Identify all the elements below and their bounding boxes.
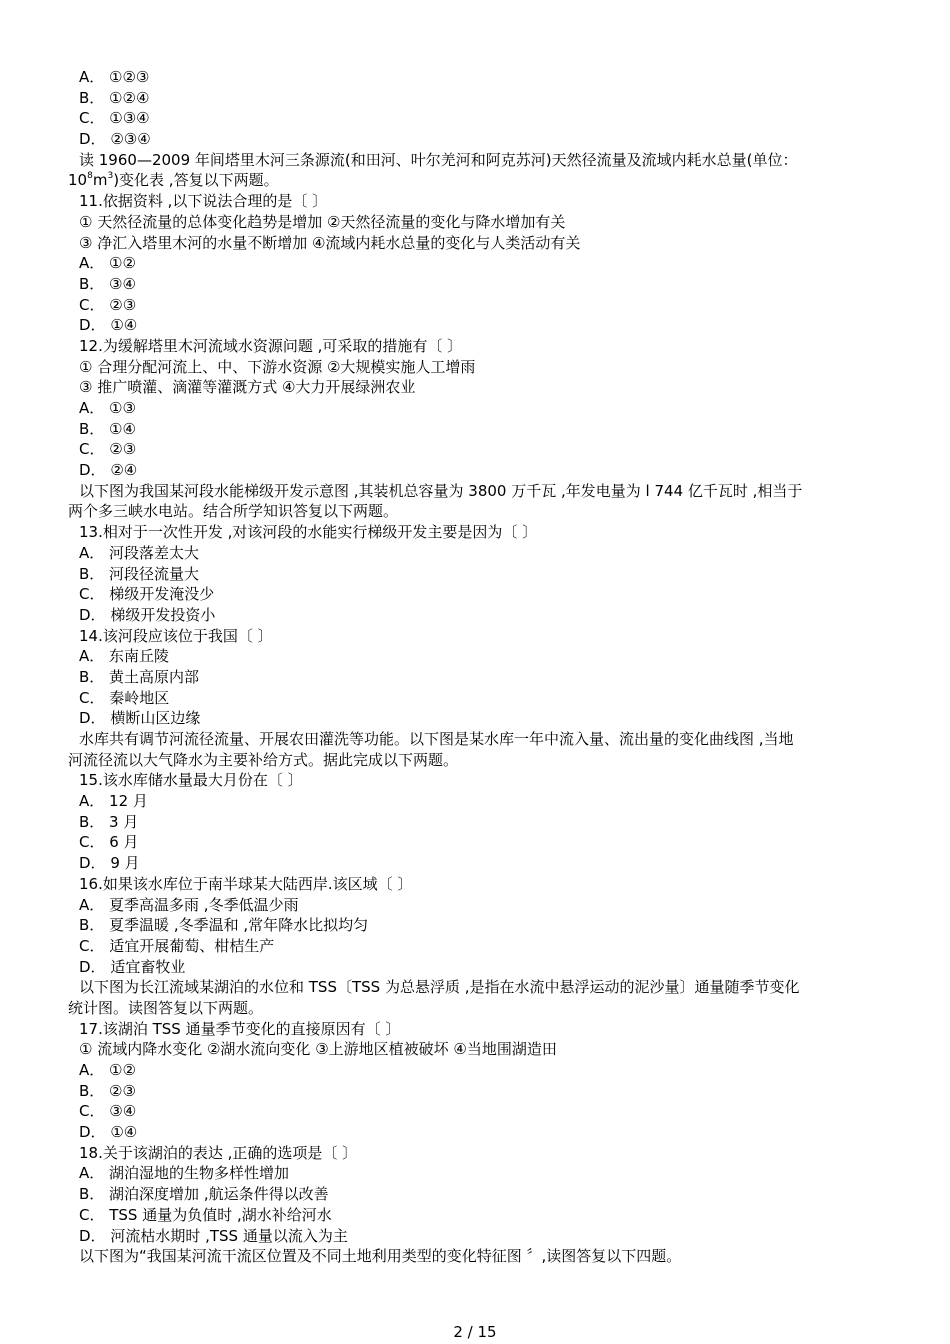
option-line: A． ①② (79, 1061, 136, 1079)
option-line: ③ 推广喷灌、滴灌等灌溉方式 ④大力开展绿洲农业 (79, 378, 416, 397)
option-line: B． 3 月 (79, 812, 139, 831)
document-body (0, 67, 950, 1267)
option-line: ① 合理分配河流上、中、下游水资源 ②大规模实施人工增雨 (79, 357, 476, 376)
option-line: B． ①②④ (79, 88, 150, 107)
option-line: A． 河段落差太大 (79, 543, 200, 562)
option-line: A． ①② (79, 254, 136, 273)
option-line: B． ③④ (79, 274, 136, 293)
option-line: A． 东南丘陵 (79, 647, 170, 666)
question-line: 13.相对于一次性开发 ,对该河段的水能实行梯级开发主要是因为〔 〕 (79, 523, 538, 542)
paragraph-line: 水库共有调节河流径流量、开展农田灌洗等功能。以下图是某水库一年中流入量、流出量的变化曲线图 ,当地 (79, 730, 794, 748)
superscript: 3 (107, 171, 114, 182)
option-line: ① 流域内降水变化 ②湖水流向变化 ③上游地区植被破坏 ④当地围湖造田 (79, 1040, 557, 1059)
option-line: B． 夏季温暖 ,冬季温和 ,常年降水比拟均匀 (79, 916, 369, 935)
option-line: B． ②③ (79, 1081, 136, 1100)
superscript: 8 (87, 171, 93, 182)
question-line: 18.关于该湖泊的表达 ,正确的选项是〔 〕 (79, 1143, 358, 1162)
question-line: 16.如果该水库位于南半球某大陆西岸.该区域〔 〕 (79, 874, 413, 893)
question-line: 14.该河段应该位于我国〔 〕 (79, 626, 273, 645)
paragraph-continuation: 河流径流以大气降水为主要补给方式。据此完成以下两题。 (68, 750, 459, 769)
option-line: C． 6 月 (79, 833, 139, 852)
question-line: 11.依据资料 ,以下说法合理的是〔 〕 (79, 192, 328, 211)
option-line: A． ①③ (79, 399, 136, 417)
paragraph-line: 以下图为“我国某河流干流区位置及不同土地利用类型的变化特征图 〞,读图答复以下四题。 (79, 1247, 682, 1266)
option-line: C． ②③ (79, 440, 137, 459)
option-line: A． 湖泊湿地的生物多样性增加 (79, 1164, 290, 1183)
paragraph-line: 读 1960—2009 年间塔里木河三条源流(和田河、叶尔羌河和阿克苏河)天然径流量及流域内耗水总量(单位： (79, 150, 798, 169)
option-line: B． ①④ (79, 419, 136, 438)
option-line: C． ③④ (79, 1102, 137, 1121)
paragraph-continuation (0, 170, 950, 191)
option-line: D． ①④ (79, 316, 138, 335)
paragraph-continuation: 两个多三峡水电站。结合所学知识答复以下两题。 (68, 502, 399, 521)
option-line: D． 河流枯水期时 ,TSS 通量以流入为主 (79, 1226, 348, 1245)
option-line: B． 黄土高原内部 (79, 667, 200, 686)
option-line: C． TSS 通量为负值时 ,湖水补给河水 (79, 1205, 332, 1224)
question-line: 12.为缓解塔里木河流域水资源问题 ,可采取的措施有〔 〕 (79, 336, 463, 355)
option-line: C． 秦岭地区 (79, 688, 170, 707)
option-line: C． 适宜开展葡萄、柑桔生产 (79, 936, 275, 955)
option-line: D． 适宜畜牧业 (79, 957, 186, 976)
option-line: D． ②③④ (79, 130, 151, 149)
page-number: 2 / 15 (453, 1323, 497, 1341)
option-line: D． ②④ (79, 461, 138, 480)
text-run: )变化表 ,答复以下两题。 (113, 171, 279, 190)
option-line: A． ①②③ (79, 68, 150, 86)
option-line: D． 9 月 (79, 854, 140, 873)
option-line: D． ①④ (79, 1123, 138, 1142)
text-run: m (92, 171, 108, 190)
paragraph-line: 以下图为我国某河段水能梯级开发示意图 ,其装机总容量为 3800 万千瓦 ,年发电量为 l 744 亿千瓦时 ,相当于 (79, 481, 803, 500)
option-line: A． 夏季高温多雨 ,冬季低温少雨 (79, 895, 299, 914)
option-line: D． 梯级开发投资小 (79, 605, 216, 624)
option-line: C． 梯级开发淹没少 (79, 585, 215, 604)
question-line: 15.该水库储水量最大月份在〔 〕 (79, 771, 303, 790)
question-line: 17.该湖泊 TSS 通量季节变化的直接原因有〔 〕 (79, 1019, 401, 1038)
text-run: 10 (68, 171, 88, 190)
paragraph-line: 以下图为长江流域某湖泊的水位和 TSS〔TSS 为总悬浮质 ,是指在水流中悬浮运动的泥沙量〕通量随季节变化 (79, 978, 800, 997)
paragraph-continuation: 统计图。读图答复以下两题。 (68, 998, 264, 1017)
option-line: A． 12 月 (79, 792, 148, 811)
option-line: C． ②③ (79, 295, 137, 314)
option-line: ③ 净汇入塔里木河的水量不断增加 ④流域内耗水总量的变化与人类活动有关 (79, 233, 581, 252)
option-line: B． 湖泊深度增加 ,航运条件得以改善 (79, 1185, 329, 1204)
option-line: D． 横断山区边缘 (79, 709, 201, 728)
option-line: B． 河段径流量大 (79, 564, 200, 583)
option-line: C． ①③④ (79, 109, 150, 128)
option-line: ① 天然径流量的总体变化趋势是增加 ②天然径流量的变化与降水增加有关 (79, 212, 566, 231)
